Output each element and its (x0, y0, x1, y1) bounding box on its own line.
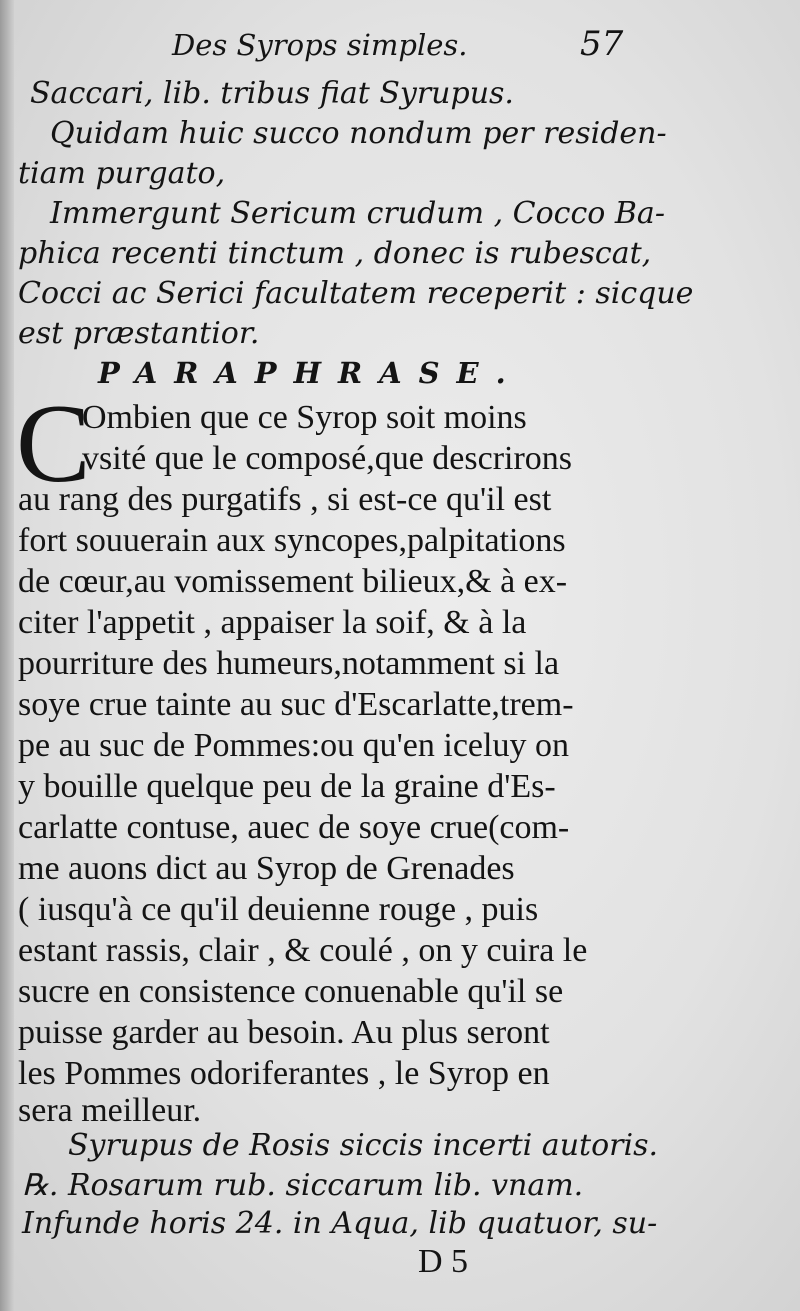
recipe-title: Syrupus de Rosis siccis incerti autoris. (68, 1128, 658, 1163)
paraphrase-line-12: me auons dict au Syrop de Grenades (18, 850, 515, 887)
paraphrase-line-15: sucre en consistence conuenable qu'il se (18, 973, 564, 1010)
paraphrase-line-16: puisse garder au besoin. Au plus seront (18, 1014, 550, 1051)
paraphrase-line-6: citer l'appetit , appaiser la soif, & à la (18, 604, 527, 641)
paraphrase-line-4: fort souuerain aux syncopes,palpitations (18, 522, 566, 559)
page-gutter-shadow (0, 0, 14, 1311)
latin-line-6: Cocci ac Serici facultatem receperit : sicque (18, 276, 694, 311)
paraphrase-line-10: y bouille quelque peu de la graine d'Es- (18, 768, 556, 805)
latin-line-4: Immergunt Sericum crudum , Cocco Ba- (50, 196, 665, 231)
paraphrase-line-13: ( iusqu'à ce qu'il deuienne rouge , puis (18, 891, 539, 928)
paraphrase-line-5: de cœur,au vomissement bilieux,& à ex- (18, 563, 568, 600)
latin-line-3: tiam purgato, (18, 156, 226, 191)
paraphrase-line-18: sera meilleur. (18, 1092, 202, 1129)
drop-cap: C (16, 382, 91, 506)
latin-line-7: est præstantior. (18, 316, 260, 351)
paraphrase-line-17: les Pommes odoriferantes , le Syrop en (18, 1055, 550, 1092)
running-header-title: Des Syrops simples. (172, 28, 468, 62)
paraphrase-line-2: vsité que le composé,que descrirons (82, 440, 573, 477)
signature-mark: D 5 (418, 1243, 469, 1280)
recipe-line-1: ℞. Rosarum rub. siccarum lib. vnam. (22, 1168, 584, 1203)
paraphrase-line-9: pe au suc de Pommes:ou qu'en iceluy on (18, 727, 569, 764)
paraphrase-line-14: estant rassis, clair , & coulé , on y cuira le (18, 932, 588, 969)
paraphrase-line-11: carlatte contuse, auec de soye crue(com- (18, 809, 570, 846)
paraphrase-heading: PARAPHRASE. (98, 356, 523, 390)
paraphrase-line-8: soye crue tainte au suc d'Escarlatte,trem- (18, 686, 574, 723)
paraphrase-line-7: pourriture des humeurs,notamment si la (18, 645, 560, 682)
latin-line-1: Saccari, lib. tribus fiat Syrupus. (30, 76, 514, 111)
latin-line-2: Quidam huic succo nondum per residen- (50, 116, 667, 151)
latin-line-5: phica recenti tinctum , donec is rubescat, (18, 236, 652, 271)
paraphrase-line-1: Ombien que ce Syrop soit moins (82, 399, 527, 436)
recipe-line-2: Infunde horis 24. in Aqua, lib quatuor, su- (22, 1206, 658, 1241)
page-number: 57 (580, 24, 624, 64)
paraphrase-line-3: au rang des purgatifs , si est-ce qu'il est (18, 481, 552, 518)
